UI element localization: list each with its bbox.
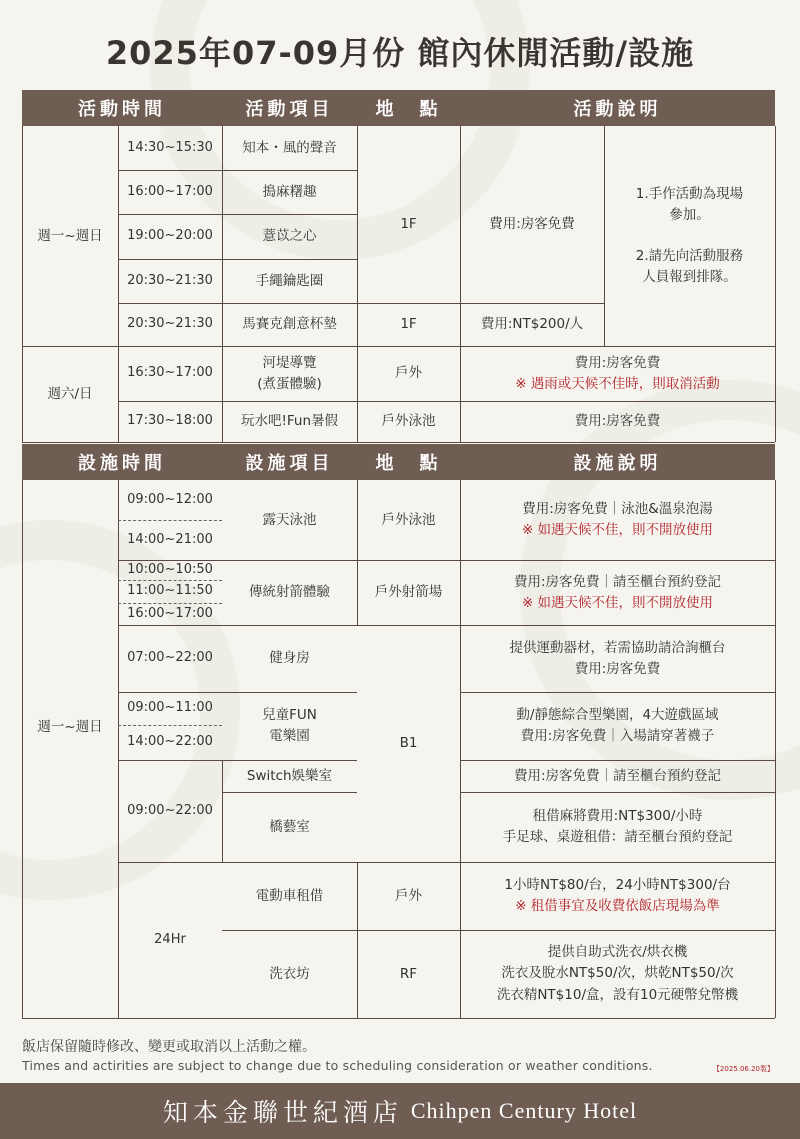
grid-line — [22, 1018, 775, 1019]
activity-time: 14:30~15:30 — [127, 139, 213, 155]
activity-fee: 費用:NT$200/人 — [480, 316, 584, 333]
facility-item: 兒童FUN 電樂園 — [262, 707, 317, 744]
facility-desc: 提供自助式洗衣/烘衣機 洗衣及脫水NT$50/次，烘乾NT$50/次 洗衣精NT$10/盒，設有10元硬幣兌幣機 — [496, 943, 739, 1003]
version-stamp: 【2025.06.20製】 — [712, 1065, 774, 1073]
facility-time: 09:00~22:00 — [127, 802, 213, 818]
weather-warning: ※ 如遇天候不佳，則不開放使用 — [521, 522, 714, 538]
activity-note-2: 2.請先向活動服務 人員報到排隊。 — [635, 248, 744, 285]
activity-time: 20:30~21:30 — [127, 272, 213, 288]
weather-warning: ※ 如遇天候不佳，則不開放使用 — [521, 594, 714, 611]
facility-time: 09:00~11:00 — [127, 700, 213, 716]
notice-en: Times and actirities are subject to change due to scheduling consideration or weather conditions. — [22, 1058, 653, 1073]
activity-item: 手繩鑰匙圈 — [255, 272, 324, 289]
facility-time: 09:00~12:00 — [127, 491, 213, 507]
facility-desc: 提供運動器材，若需協助請洽詢櫃台 費用:房客免費 — [509, 639, 726, 677]
col-header-facility-time: 設施時間 — [22, 444, 222, 480]
activity-item: 知本・風的聲音 — [242, 139, 337, 156]
grid-line — [775, 480, 776, 1018]
facility-time: 14:00~22:00 — [127, 734, 213, 750]
facility-location: 戶外 — [395, 887, 422, 904]
activity-desc — [460, 346, 775, 401]
activity-location: 1F — [400, 215, 417, 232]
page-title: 2025年07-09月份 館內休閒活動/設施 — [105, 34, 695, 72]
col-header-facility-desc: 設施說明 — [460, 444, 775, 480]
facility-desc: 租借麻將費用:NT$300/小時 手足球、桌遊租借：請至櫃台預約登記 — [502, 808, 733, 845]
facility-desc — [460, 480, 775, 560]
activity-item: 搗麻糬趣 — [262, 183, 317, 200]
rental-warning: ※ 租借事宜及收費依飯店現場為準 — [515, 898, 720, 914]
col-header-location: 地 點 — [357, 90, 460, 126]
facility-item: 健身房 — [269, 650, 310, 667]
facility-fee: 費用:房客免費｜請至櫃台預約登記 — [513, 573, 722, 590]
col-header-facility-item: 設施項目 — [222, 444, 357, 480]
activity-item: 玩水吧!Fun暑假 — [240, 413, 339, 430]
weekend-day-label: 週六/日 — [47, 385, 93, 402]
activity-time: 16:00~17:00 — [127, 183, 213, 199]
activity-desc: 費用:房客免費 — [574, 413, 661, 430]
activity-note-1: 1.手作活動為現場 參加。 — [635, 186, 744, 224]
footer-banner — [0, 1083, 800, 1139]
facility-location: RF — [399, 965, 418, 982]
facility-item: Switch娛樂室 — [246, 767, 333, 784]
activity-fee: 費用:房客免費 — [574, 354, 661, 371]
facility-desc — [460, 560, 775, 625]
col-header-activity-desc: 活動說明 — [460, 90, 775, 126]
facility-item: 露天泳池 — [262, 511, 317, 528]
facility-day-label: 週一~週日 — [37, 719, 103, 736]
col-header-activity-time: 活動時間 — [22, 90, 222, 126]
weather-warning: ※ 遇雨或天候不佳時，則取消活動 — [515, 375, 720, 392]
facility-location: B1 — [399, 735, 418, 752]
facility-item: 電動車租借 — [255, 887, 324, 904]
activity-item: 薏苡之心 — [262, 228, 317, 245]
facility-fee: 費用:房客免費｜泳池&溫泉泡湯 — [522, 501, 713, 518]
col-header-activity-item: 活動項目 — [222, 90, 357, 126]
hotel-name-en: Chihpen Century Hotel — [410, 1098, 638, 1123]
activity-item: 馬賽克創意杯墊 — [242, 316, 337, 333]
facility-time: 24Hr — [154, 931, 186, 947]
activity-time: 17:30~18:00 — [127, 413, 213, 429]
col-header-location: 地 點 — [357, 444, 460, 480]
activity-time: 19:00~20:00 — [127, 228, 213, 244]
activity-item: 河堤導覽 (煮蛋體驗) — [257, 354, 322, 392]
activity-fee: 費用:房客免費 — [489, 215, 575, 232]
activity-location: 戶外泳池 — [381, 413, 436, 430]
grid-line — [775, 126, 776, 442]
facility-location: 戶外射箭場 — [374, 584, 443, 601]
facility-time: 11:00~11:50 — [127, 583, 213, 599]
activity-day-label: 週一~週日 — [37, 227, 103, 244]
activity-note — [604, 126, 775, 346]
facility-desc: 費用:房客免費｜請至櫃台預約登記 — [513, 767, 722, 784]
facility-time: 07:00~22:00 — [127, 650, 213, 666]
facility-item: 傳統射箭體驗 — [249, 584, 330, 601]
facility-location: 戶外泳池 — [381, 511, 436, 528]
facility-item: 洗衣坊 — [269, 965, 310, 982]
activity-location: 1F — [400, 316, 417, 333]
facility-time: 16:00~17:00 — [127, 605, 213, 621]
facility-desc — [460, 862, 775, 930]
activity-time: 16:30~17:00 — [127, 365, 213, 381]
grid-line — [22, 442, 775, 443]
notice-zh: 飯店保留隨時修改、變更或取消以上活動之權。 — [22, 1039, 316, 1055]
hotel-name-zh: 知本金聯世紀酒店 — [162, 1098, 403, 1127]
facility-item: 橋藝室 — [269, 818, 310, 835]
activity-location: 戶外 — [395, 365, 422, 382]
facility-fee: 1小時NT$80/台，24小時NT$300/台 — [504, 877, 731, 894]
facility-desc: 動/靜態綜合型樂園，4大遊戲區域 費用:房客免費｜入場請穿著襪子 — [516, 707, 719, 744]
facility-time: 14:00~21:00 — [127, 531, 213, 547]
facility-time: 10:00~10:50 — [127, 561, 213, 577]
activity-time: 20:30~21:30 — [127, 316, 213, 332]
